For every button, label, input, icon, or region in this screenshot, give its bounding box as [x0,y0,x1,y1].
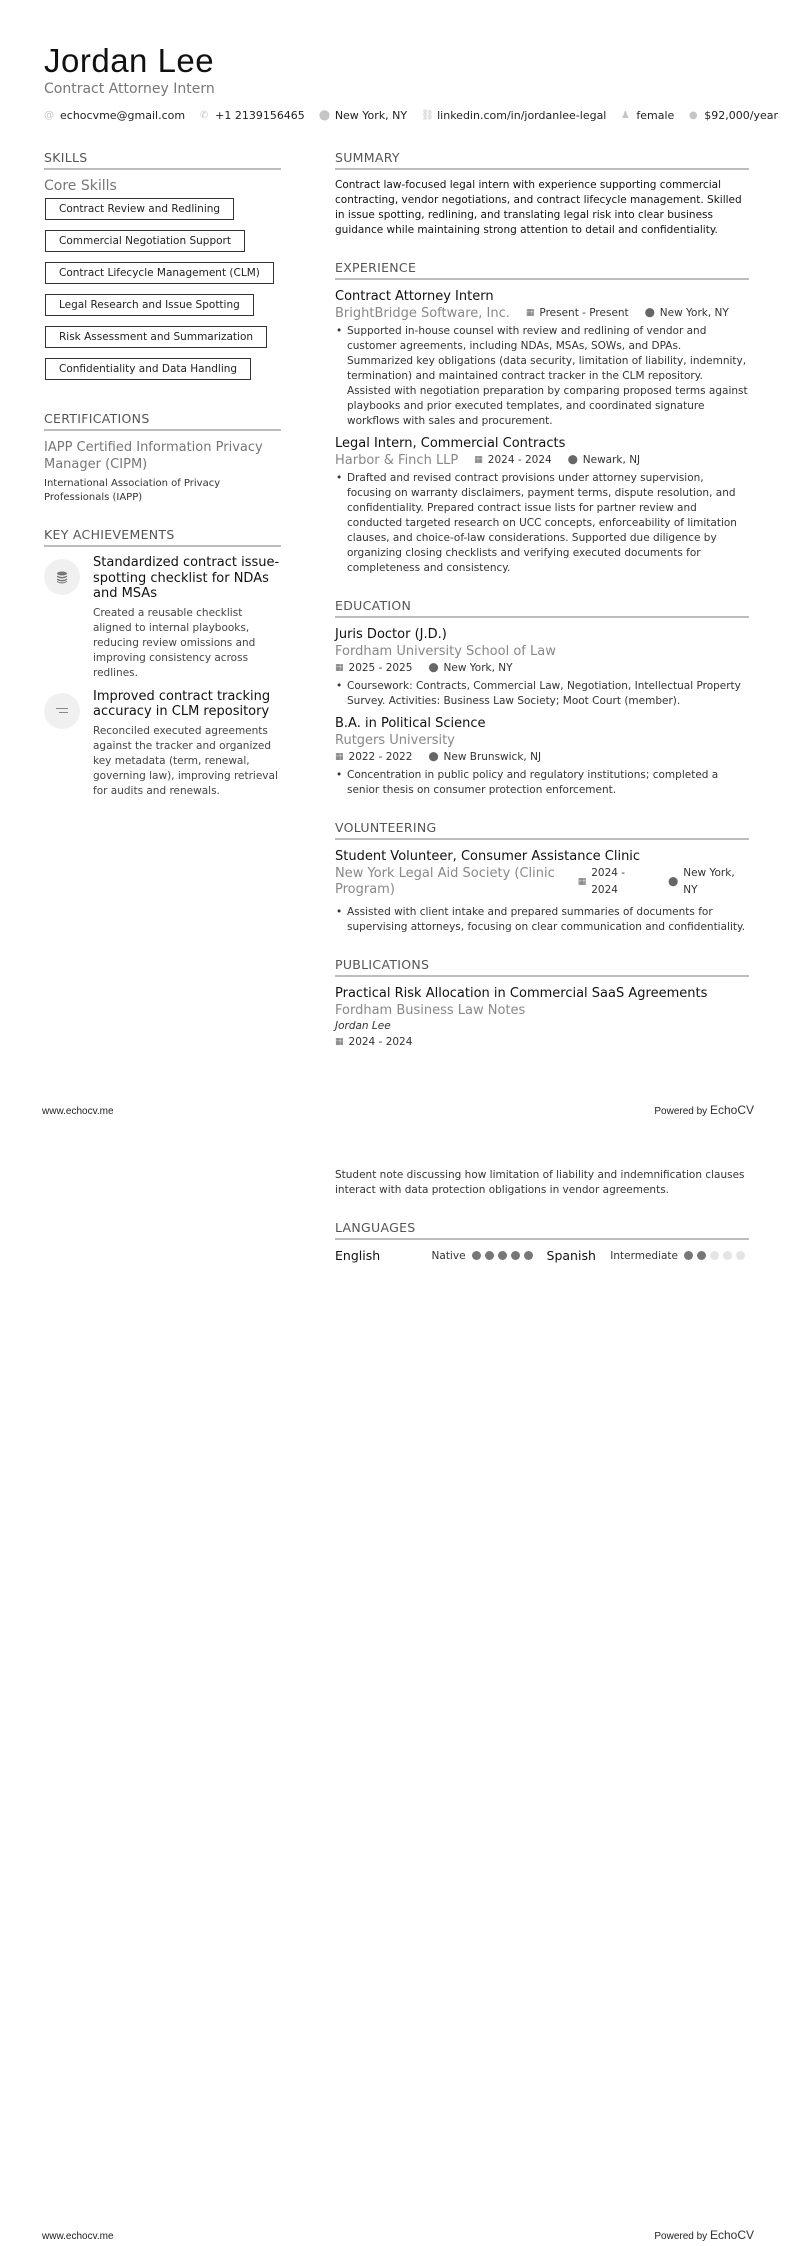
achievement-description: Created a reusable checklist aligned to internal playbooks, reducing review omissions and improving consistency across redlines. [93,606,256,679]
skill-tag: Risk Assessment and Summarization [45,326,267,348]
language-name: Spanish [546,1248,596,1263]
company-name: BrightBridge Software, Inc. [335,306,510,321]
education-dates: 2022 - 2022 [348,751,413,763]
contact-phone[interactable] [199,109,305,122]
page-footer [42,1103,754,1117]
summary-section [335,150,749,238]
summary-text: Contract law-focused legal intern with experience supporting commercial contracting, vendor negotiations, and contract lifecycle management. Skilled in issue spotting, redlining, and translating legal risk into clear business guidance while maintaining strong attention to detail and confidentiality. [335,179,742,236]
calendar-icon: ▦ [525,308,535,318]
skills-heading: SKILLS [44,150,281,170]
skill-list [44,197,281,389]
language-rating [684,1251,749,1260]
powered-by [654,2228,754,2242]
volunteering-heading: VOLUNTEERING [335,820,749,840]
education-location: New Brunswick, NJ [443,751,542,763]
brand-logo[interactable]: EchoCV [709,2228,754,2242]
contact-gender-text: female [636,109,675,122]
contact-email-text: echocvme@gmail.com [60,109,186,122]
candidate-title: Contract Attorney Intern [44,81,215,97]
education-heading: EDUCATION [335,598,749,618]
skill-tag: Legal Research and Issue Spotting [45,294,254,316]
rating-dot-filled [684,1251,693,1260]
publication-publisher: Fordham Business Law Notes [335,1003,526,1018]
volunteer-bullet: • Assisted with client intake and prepared summaries of documents for supervising attorneys, focusing on clear communication and confidentiality. [335,905,749,935]
rating-dot-empty [723,1251,732,1260]
publication-title: Practical Risk Allocation in Commercial SaaS Agreements [335,986,708,1001]
database-icon [44,559,80,595]
powered-by [654,1103,754,1117]
certification-name: IAPP Certified Information Privacy Manager (CIPM) [44,440,263,472]
achievements-heading: KEY ACHIEVEMENTS [44,527,281,547]
language-rating [472,1251,537,1260]
contact-gender [620,109,674,122]
skills-group-title: Core Skills [44,178,117,194]
job-dates: Present - Present [539,307,629,319]
volunteer-role: Student Volunteer, Consumer Assistance Clinic [335,849,641,864]
right-column [335,150,749,1073]
contact-linkedin[interactable] [421,109,606,122]
powered-by-label: Powered by [654,2231,708,2242]
contact-bar [44,109,792,122]
publication-dates: 2024 - 2024 [348,1036,413,1048]
publications-heading: PUBLICATIONS [335,957,749,977]
skill-tag: Contract Review and Redlining [45,198,234,220]
certification-issuer: International Association of Privacy Professionals (IAPP) [44,478,221,503]
contact-email[interactable] [44,109,185,122]
link-icon: ⛓ [421,110,434,121]
language-level: Intermediate [610,1249,678,1262]
degree-name: B.A. in Political Science [335,716,486,731]
summary-heading: SUMMARY [335,150,749,170]
rating-dot-empty [736,1251,745,1260]
languages-section [335,1220,749,1263]
certifications-section [44,411,281,505]
location-pin-icon: ⬤ [644,308,655,318]
language-level: Native [431,1249,466,1262]
publications-section [335,957,749,1051]
candidate-name: Jordan Lee [44,42,215,79]
volunteer-dates: 2024 - 2024 [591,867,626,896]
volunteer-location: New York, NY [683,867,735,896]
contact-phone-text: +1 2139156465 [215,109,305,122]
experience-item [335,288,749,429]
skill-tag: Commercial Negotiation Support [45,230,245,252]
job-title: Legal Intern, Commercial Contracts [335,436,566,451]
location-pin-icon: ⬤ [428,752,439,762]
location-pin-icon: ⬤ [428,663,439,673]
job-bullet: • Supported in-house counsel with review and redlining of vendor and customer agreements, including NDAs, MSAs, SOWs, and DPAs. Summarized key obligations (data security, limitation of liability, indemnity, termination) and maintained contract tracker in the CLM repository. Assisted with negotiation preparation by comparing proposed terms against playbooks and prior executed templates, and coordinated signature workflows with sales and procurement. [335,324,749,429]
job-dates: 2024 - 2024 [487,454,552,466]
location-pin-icon: ⬤ [318,110,331,121]
footer-website-link[interactable]: www.echocv.me [42,1106,114,1117]
contact-salary [688,109,778,122]
publication-item [335,985,749,1051]
contact-location-text: New York, NY [334,109,408,122]
education-dates: 2025 - 2025 [348,662,413,674]
location-pin-icon: ⬤ [668,876,679,887]
job-bullet: • Drafted and revised contract provisions under attorney supervision, focusing on warranty disclaimers, payment terms, dispute resolution, and confidentiality. Prepared contract issue lists for partner review and conducted targeted research on UCC concepts, enforceability of limitation clauses, and choice-of-law considerations. Supported due diligence by organizing closing checklists and verifying executed documents for completeness and consistency. [335,471,749,576]
phone-icon: ✆ [199,110,209,121]
education-bullet: • Coursework: Contracts, Commercial Law, Negotiation, Intellectual Property Survey. Activities: Business Law Society; Moot Court (member). [335,679,749,709]
job-location: New York, NY [659,307,729,319]
education-bullet: • Concentration in public policy and regulatory institutions; completed a senior thesis on consumer protection enforcement. [335,768,749,798]
education-item [335,626,749,709]
rating-dot-filled [498,1251,507,1260]
contact-salary-text: $92,000/year [704,109,779,122]
dollar-coin-icon: ● [688,110,698,121]
achievement-title: Improved contract tracking accuracy in CLM repository [93,688,271,719]
skills-section [44,150,281,389]
rating-dot-filled [697,1251,706,1260]
brand-logo[interactable]: EchoCV [709,1103,754,1117]
achievements-section [44,527,281,799]
publication-author: Jordan Lee [335,1020,391,1032]
language-list [335,1248,749,1263]
achievement-item [44,689,281,799]
calendar-icon: ▦ [474,455,483,465]
publication-description: Student note discussing how limitation of liability and indemnification clauses interact with data protection obligations in vendor agreements. [335,1169,745,1196]
achievement-item [44,555,281,681]
footer-website-link[interactable]: www.echocv.me [42,2231,114,2242]
rating-dot-filled [472,1251,481,1260]
page-2-content [335,1168,749,1285]
rating-dot-empty [710,1251,719,1260]
education-item [335,715,749,798]
education-section [335,598,749,798]
education-location: New York, NY [443,662,513,674]
lines-icon [44,693,80,729]
page-footer [42,2228,754,2242]
contact-linkedin-text: linkedin.com/in/jordanlee-legal [437,109,607,122]
calendar-icon: ▦ [577,876,587,887]
achievement-description: Reconciled executed agreements against the tracker and organized key metadata (term, renewal, governing law), improving retrieval for audits and renewals. [93,724,278,797]
achievement-title: Standardized contract issue-spotting checklist for NDAs and MSAs [93,555,280,601]
skill-tag: Contract Lifecycle Management (CLM) [45,262,274,284]
at-icon: @ [44,110,54,121]
job-location: Newark, NJ [582,454,641,466]
volunteer-org: New York Legal Aid Society (Clinic Program) [335,866,555,897]
school-name: Fordham University School of Law [335,644,556,659]
languages-heading: LANGUAGES [335,1220,749,1240]
volunteering-section [335,820,749,935]
calendar-icon: ▦ [335,752,344,762]
volunteering-item [335,848,749,935]
contact-location [319,109,407,122]
experience-section [335,260,749,576]
location-pin-icon: ⬤ [567,455,578,465]
experience-heading: EXPERIENCE [335,260,749,280]
calendar-icon: ▦ [335,663,344,673]
company-name: Harbor & Finch LLP [335,453,459,468]
experience-item [335,435,749,576]
rating-dot-filled [511,1251,520,1260]
left-column [44,150,281,821]
skill-tag: Confidentiality and Data Handling [45,358,251,380]
rating-dot-filled [485,1251,494,1260]
certifications-heading: CERTIFICATIONS [44,411,281,431]
school-name: Rutgers University [335,733,455,748]
rating-dot-filled [524,1251,533,1260]
person-icon: ♟ [620,110,630,121]
resume-header [44,42,215,97]
powered-by-label: Powered by [654,1106,708,1117]
language-name: English [335,1248,381,1263]
job-title: Contract Attorney Intern [335,289,494,304]
degree-name: Juris Doctor (J.D.) [335,627,447,642]
calendar-icon: ▦ [335,1037,344,1047]
